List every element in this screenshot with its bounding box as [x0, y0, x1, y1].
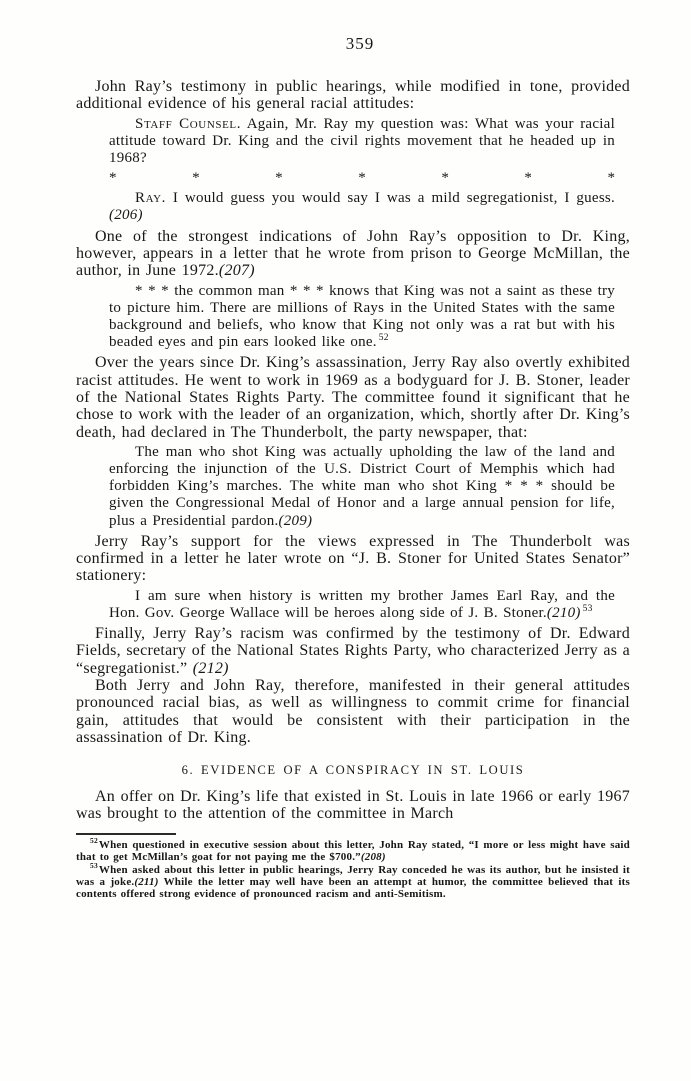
footnote-number: 53 [90, 860, 98, 870]
quote-mcmillan-letter [109, 283, 615, 352]
paragraph-text: Finally, Jerry Ray’s racism was confirmed by the testimony of Dr. Edward Fields, secretary of the National States Rights Party, who characterized Jerry as a “segregationist.” [76, 625, 630, 677]
footnote-text: When questioned in executive session about this letter, John Ray stated, “I more or less might have said that to get McMillan’s goat for not paying me the $700.” [76, 838, 630, 864]
para-both-jerry-and-john [76, 677, 630, 746]
footnote-ref-53: 53 [582, 603, 593, 614]
citation-ref: (212) [192, 659, 229, 677]
speaker-label: Ray. [135, 190, 167, 207]
footnote-53 [76, 860, 630, 901]
asterisk: * [607, 170, 615, 187]
para-fields-testimony [76, 625, 630, 677]
asterisk: * [109, 170, 117, 187]
quote-thunderbolt [109, 444, 615, 530]
citation-ref: (207) [218, 262, 255, 280]
paragraph-text: Over the years since Dr. King’s assassination, Jerry Ray also overtly exhibited racist attitudes. He went to work in 1969 as a bodyguard for J. B. Stoner, leader of the National States Rights Party. The committee found it significant that he chose to work with the leader of an organization, which, shortly after Dr. King’s death, had declared in The Thunderbolt, the party newspaper, that: [76, 354, 630, 441]
paragraph-text: Both Jerry and John Ray, therefore, manifested in their general attitudes pronounced racial bias, as well as willingness to commit crime for financial gain, attitudes that would be consistent with their participation in the assassination of Dr. King. [76, 677, 630, 746]
paragraph-text: An offer on Dr. King’s life that existed in St. Louis in late 1966 or early 1967 was brought to the attention of the committee in March [76, 788, 630, 823]
quote-text: I would guess you would say I was a mild segregationist, I guess. [172, 190, 615, 207]
footnote-52 [76, 836, 630, 864]
para-jerry-ray-racist-attitudes [76, 354, 630, 440]
citation-ref: (211) [134, 876, 159, 888]
paragraph-text: One of the strongest indications of John Ray’s opposition to Dr. King, however, appears in a letter that he wrote from prison to George McMillan, the author, in June 1972. [76, 227, 630, 280]
page-number: 359 [345, 34, 375, 53]
paragraph-text: John Ray’s testimony in public hearings, while modified in tone, provided additional evidence of his general racial attitudes: [76, 78, 630, 113]
asterisk: * [358, 170, 366, 187]
asterisk-separator [109, 170, 615, 187]
citation-ref: (209) [278, 512, 313, 529]
quote-stoner-letter [109, 588, 615, 622]
asterisk: * [524, 170, 532, 187]
footnote-text: While the letter may well have been an attempt at humor, the committee believed that its contents offered strong evidence of pronounced racism and anti-Semitism. [76, 876, 630, 901]
quote-ray-answer [109, 190, 615, 224]
footnote-ref-52: 52 [378, 333, 389, 344]
asterisk: * [192, 170, 200, 187]
para-strongest-indications [76, 228, 630, 280]
quote-text: I am sure when history is written my brother James Earl Ray, and the Hon. Gov. George Wallace will be heroes along side of J. B. Stoner. [109, 587, 615, 621]
quote-text: The man who shot King was actually upholding the law of the land and enforcing the injunction of the U.S. District Court of Memphis which had forbidden King’s marches. The white man who shot King * * * should be given the Congressional Medal of Honor and a large annual pension for life, plus a Presidential pardon. [109, 443, 615, 529]
footnote-number: 52 [90, 836, 98, 846]
citation-ref: (206) [109, 207, 143, 224]
page-content [76, 34, 630, 901]
quote-text: * * * the common man * * * knows that King was not a saint as these try to picture him. There are millions of Rays in the United States with the same background and beliefs, who know that King not only was a rat but with his beaded eyes and pin ears looked like one. [109, 282, 615, 351]
asterisk: * [275, 170, 283, 187]
para-john-ray-testimony [76, 78, 630, 113]
para-st-louis-offer [76, 788, 630, 823]
section-heading-conspiracy-st-louis: 6. EVIDENCE OF A CONSPIRACY IN ST. LOUIS [181, 763, 525, 778]
citation-ref: (210) [546, 604, 581, 621]
footnote-text: When asked about this letter in public hearings, Jerry Ray conceded he was its author, but he insisted it was a joke. [76, 863, 630, 888]
speaker-label: Staff Counsel. [135, 115, 242, 132]
asterisk: * [441, 170, 449, 187]
para-thunderbolt-support [76, 533, 630, 585]
quote-text: Again, Mr. Ray my question was: What was your racial attitude toward Dr. King and the civil rights movement that he headed up in 1968? [109, 115, 615, 166]
footnote-divider [76, 833, 176, 835]
paragraph-text: Jerry Ray’s support for the views expressed in The Thunderbolt was confirmed in a letter he later wrote on “J. B. Stoner for United States Senator” stationery: [76, 532, 630, 585]
citation-ref: (208) [360, 851, 386, 864]
quote-staff-counsel [109, 116, 615, 168]
footnotes-section [76, 833, 630, 901]
